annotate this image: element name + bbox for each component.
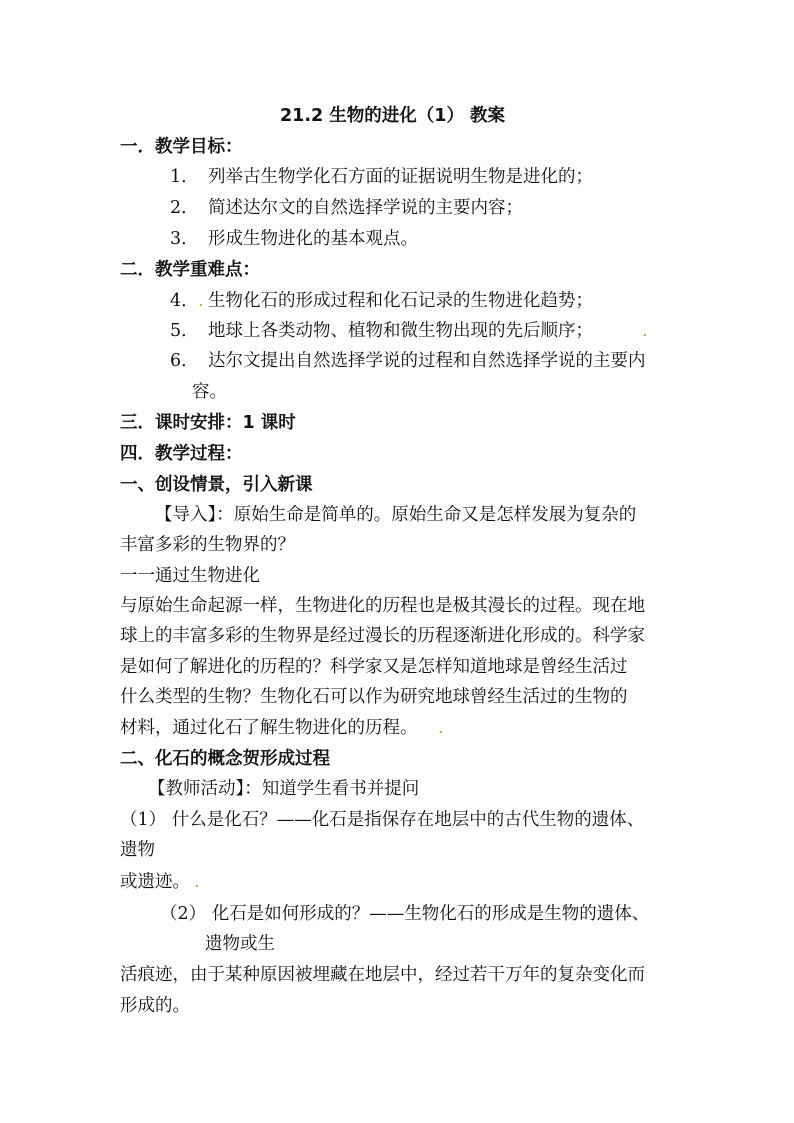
list-item (170, 347, 646, 375)
list-item-number: 4． (170, 291, 199, 311)
list-item (170, 194, 523, 222)
body-paragraph-line: 是如何了解进化的历程的？科学家又是怎样知道地球是曾经生活过 (120, 657, 628, 677)
body-paragraph-line: 材料，通过化石了解生物进化的历程。 (120, 718, 418, 738)
decorative-dot: . (198, 291, 204, 311)
list-item (170, 317, 593, 345)
question-line: （2） 化石是如何形成的？——生物化石的形成是生物的遗体、 (160, 904, 650, 924)
list-item-number: 6． (170, 351, 199, 371)
teacher-activity-line: 【教师活动】：知道学生看书并提问 (148, 779, 420, 799)
decorative-dot: . (194, 872, 200, 892)
body-paragraph-line: 球上的丰富多彩的生物界是经过漫长的历程逐渐进化形成的。科学家 (120, 626, 645, 646)
question-line: 遗物 (120, 840, 155, 860)
part-heading-fossils: 二、化石的概念贺形成过程 (120, 749, 330, 769)
list-item (170, 287, 593, 315)
decorative-dot: . (438, 718, 444, 738)
list-item-text: 达尔文提出自然选择学说的过程和自然选择学说的主要内 (208, 351, 646, 371)
intro-paragraph-line: 丰富多彩的生物界的？ (120, 535, 295, 555)
section-heading-key-points: 二．教学重难点： (120, 260, 260, 280)
section-heading-process: 四．教学过程： (120, 444, 243, 464)
list-item (170, 225, 418, 253)
list-item (170, 163, 593, 191)
list-item-number: 1． (170, 167, 199, 187)
body-paragraph-line: 什么类型的生物？生物化石可以作为研究地球曾经生活过的生物的 (120, 687, 628, 707)
body-paragraph-line: 与原始生命起源一样，生物进化的历程也是极其漫长的过程。现在地 (120, 596, 645, 616)
decorative-dot: . (642, 321, 648, 341)
section-heading-goals: 一．教学目标： (120, 137, 243, 157)
page-title: 21.2 生物的进化（1） 教案 (280, 106, 506, 126)
list-item-text: 列举古生物学化石方面的证据说明生物是进化的； (208, 167, 593, 187)
list-item-text: 地球上各类动物、植物和微生物出现的先后顺序； (208, 321, 593, 341)
list-item-number: 5． (170, 321, 199, 341)
question-line: 形成的。 (120, 996, 190, 1016)
question-line: 遗物或生 (205, 934, 275, 954)
list-item-number: 3． (170, 229, 199, 249)
intro-paragraph-line: 【导入】：原始生命是简单的。原始生命又是怎样发展为复杂的 (155, 505, 637, 525)
part-heading-intro: 一、创设情景，引入新课 (120, 475, 313, 495)
question-line: 活痕迹，由于某种原因被埋藏在地层中，经过若干万年的复杂变化而 (120, 965, 645, 985)
list-item-text: 简述达尔文的自然选择学说的主要内容； (208, 198, 523, 218)
subtopic-line: 一一通过生物进化 (120, 566, 260, 586)
question-line: 或遗迹。 (120, 872, 190, 892)
list-item-text: 形成生物进化的基本观点。 (208, 229, 418, 249)
question-line: （1） 什么是化石？——化石是指保存在地层中的古代生物的遗体、 (120, 810, 645, 830)
list-item-text: 生物化石的形成过程和化石记录的生物进化趋势； (208, 291, 593, 311)
list-item-number: 2． (170, 198, 199, 218)
section-heading-schedule: 三．课时安排：1 课时 (120, 413, 296, 433)
list-item-continuation: 容。 (192, 382, 227, 402)
